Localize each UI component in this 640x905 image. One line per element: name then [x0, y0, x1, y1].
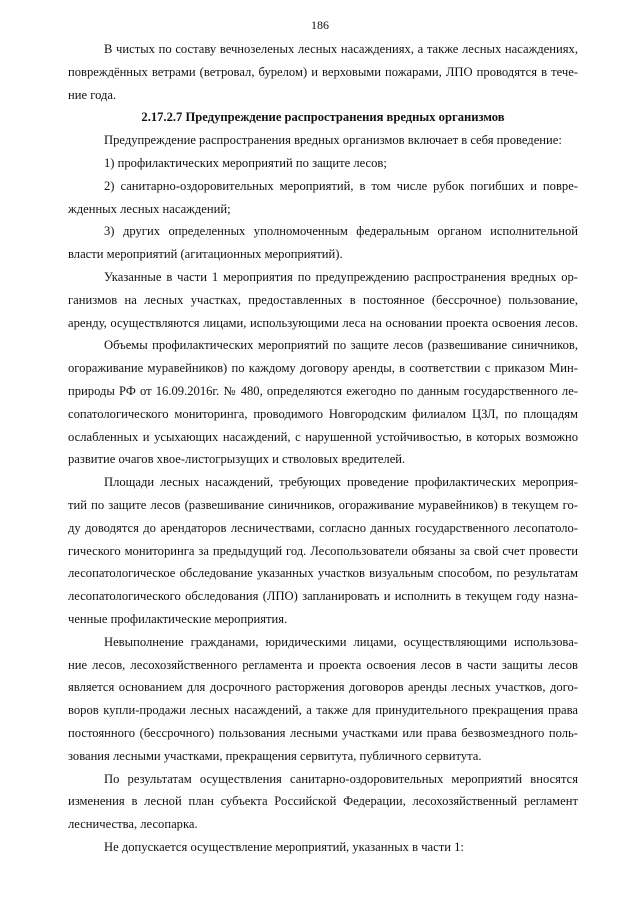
text-line: ние года.	[68, 87, 117, 102]
text-line: Площади лесных насаждений, требующих проведение профилактических мероприя-	[104, 475, 578, 490]
document-body	[68, 38, 578, 859]
text-line: лесопатологического обследования (ЛПО) запланировать и исполнить в текущем году назна-	[68, 589, 578, 604]
text-line: природы РФ от 16.09.2016г. № 480, определяются ежегодно по данным государственного ле-	[68, 383, 578, 398]
text-line: воров купли-продажи лесных насаждений, а также для принудительного прекращения права	[68, 703, 578, 718]
text-line: сопатологического мониторинга, проводимого Новгородским филиалом ЦЗЛ, по площадям	[68, 406, 578, 421]
text-line: ослабленных и усыхающих насаждений, с нарушенной устойчивостью, в которых возможно	[68, 429, 578, 444]
text-line: ние лесов, лесохозяйственного регламента и проекта освоения лесов в части защиты лесов	[68, 657, 578, 672]
text-line: ченные профилактические мероприятия.	[68, 611, 288, 626]
text-line: развитие очагов хвое-листогрызущих и стволовых вредителей.	[68, 452, 406, 467]
text-line: Указанные в части 1 мероприятия по предупреждению распространения вредных ор-	[104, 269, 578, 284]
text-line: гического мониторинга за предыдущий год. Лесопользователи обязаны за свой счет провести	[68, 543, 578, 558]
text-line: ду доводятся до арендаторов лесничествами, согласно данных государственного лесопатоло-	[68, 520, 578, 535]
text-line: тий по защите лесов (развешивание синичников, огораживание муравейников) в текущем го-	[68, 497, 578, 512]
text-line: По результатам осуществления санитарно-оздоровительных мероприятий вносятся	[104, 771, 578, 786]
text-line: огораживание муравейников) по каждому договору аренды, в соответствии с приказом Мин-	[68, 361, 578, 376]
text-line: Невыполнение гражданами, юридическими лицами, осуществляющими использова-	[104, 634, 578, 649]
text-line: Не допускается осуществление мероприятий, указанных в части 1:	[104, 839, 464, 854]
text-line: лесопатологическое обследование указанных участков визуальным способом, по результатам	[68, 566, 578, 581]
page-number: 186	[311, 18, 329, 32]
section-heading: 2.17.2.7 Предупреждение распространения вредных организмов	[141, 110, 505, 125]
text-line: 3) других определенных уполномоченным федеральным органом исполнительной	[104, 224, 578, 239]
text-line: Предупреждение распространения вредных организмов включает в себя проведение:	[104, 133, 562, 148]
text-line: жденных лесных насаждений;	[68, 201, 231, 216]
text-line: 1) профилактических мероприятий по защите лесов;	[104, 155, 387, 170]
text-line: ганизмов на лесных участках, предоставленных в постоянное (бессрочное) пользование,	[68, 292, 578, 307]
text-line: аренду, осуществляются лицами, использующими леса на основании проекта освоения лесов.	[68, 315, 578, 330]
text-line: является основанием для досрочного расторжения договоров аренды лесных участков, дого-	[68, 680, 578, 695]
text-line: лесничества, лесопарка.	[68, 817, 198, 832]
text-line: изменения в лесной план субъекта Российской Федерации, лесохозяйственный регламент	[68, 794, 578, 809]
text-line: повреждённых ветрами (ветровал, бурелом) и верховыми пожарами, ЛПО проводятся в тече-	[68, 64, 578, 79]
text-line: власти мероприятий (агитационных мероприятий).	[68, 247, 343, 262]
text-line: постоянного (бессрочного) пользования лесными участками или права безвозмездного поль-	[68, 725, 578, 740]
text-line: В чистых по составу вечнозеленых лесных насаждениях, а также лесных насаждениях,	[104, 42, 578, 56]
text-line: 2) санитарно-оздоровительных мероприятий, в том числе рубок погибших и повре-	[104, 178, 578, 193]
text-line: зования лесными участками, прекращения сервитута, публичного сервитута.	[68, 748, 482, 763]
text-line: Объемы профилактических мероприятий по защите лесов (развешивание синичников,	[104, 338, 578, 353]
